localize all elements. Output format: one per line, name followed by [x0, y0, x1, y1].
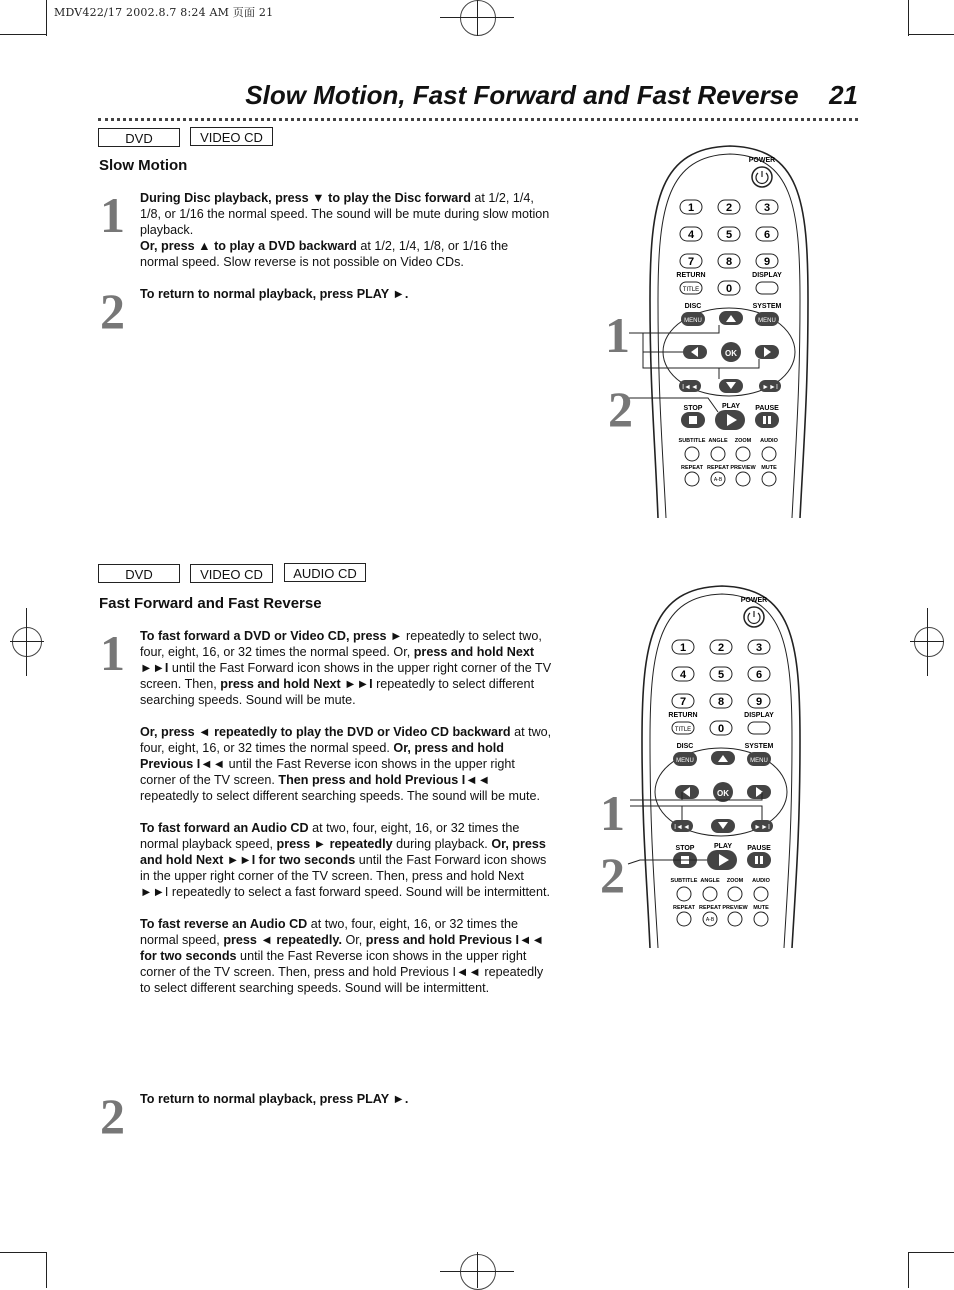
paragraph: Or, press ◄ repeatedly to play the DVD or Video CD backward at two, four, eight, 16, or 32 times the normal speed. Or, press and hold Previous I◄◄ until the Fast Reverse icon shows in the upper right corner of the TV screen. Then press and hold Previous I◄◄ repeatedly to select different searching speeds. The sound will be mute.	[140, 725, 552, 803]
svg-text:►►I: ►►I	[762, 384, 778, 391]
svg-text:OK: OK	[725, 349, 737, 358]
paragraph: To fast forward an Audio CD at two, four, eight, 16, or 32 times the normal playback speed, press ► repeatedly during playback. Or, press and hold Next ►►I for two seconds until the Fast Forward icon shows in the upper right corner of the TV screen. Then, press and hold Next ►►I repeatedly to select a fast forward speed. Sound will be intermittent.	[140, 821, 550, 899]
svg-text:PREVIEW: PREVIEW	[730, 465, 756, 471]
step-text: To return to normal playback, press PLAY ►.	[140, 287, 409, 301]
svg-text:2: 2	[717, 642, 725, 654]
badge-video-cd: VIDEO CD	[190, 127, 273, 146]
digit-9: 9	[763, 256, 771, 268]
step-number: 2	[100, 1088, 125, 1144]
svg-text:MENU: MENU	[684, 318, 702, 324]
svg-text:A-B: A-B	[705, 917, 715, 923]
svg-text:RETURN: RETURN	[676, 272, 706, 279]
svg-text:PAUSE: PAUSE	[747, 845, 771, 852]
svg-text:0: 0	[717, 723, 725, 735]
callout-1: 1	[605, 307, 630, 363]
svg-text:9: 9	[755, 696, 763, 708]
step-text: To return to normal playback, press PLAY ►.	[140, 1092, 409, 1106]
svg-text:6: 6	[755, 669, 763, 681]
svg-text:4: 4	[679, 669, 687, 681]
paragraph: To fast reverse an Audio CD at two, four, eight, 16, or 32 times the normal speed, press ◄ repeatedly. Or, press and hold Previous I◄◄ for two seconds until the Fast Reverse icon shows in the upper right corner of the TV screen. Then, press and hold Previous I◄◄ repeatedly to select different searching speeds. Sound will be intermittent.	[140, 917, 544, 995]
svg-text:SYSTEM: SYSTEM	[744, 743, 774, 750]
svg-text:SYSTEM: SYSTEM	[752, 303, 782, 310]
callout-2: 2	[600, 847, 625, 903]
badge-video-cd: VIDEO CD	[190, 564, 273, 583]
svg-text:MENU: MENU	[676, 758, 694, 764]
svg-text:DISC: DISC	[676, 743, 694, 750]
svg-text:PREVIEW: PREVIEW	[722, 905, 748, 911]
svg-text:TITLE: TITLE	[682, 287, 700, 293]
svg-text:PAUSE: PAUSE	[755, 405, 779, 412]
step-text	[140, 628, 552, 1012]
svg-text:5: 5	[717, 669, 725, 681]
svg-text:ANGLE: ANGLE	[700, 878, 720, 884]
svg-text:ANGLE: ANGLE	[708, 438, 728, 444]
digit-8: 8	[725, 256, 733, 268]
remote-control-illustration	[592, 580, 812, 950]
callout-1: 1	[600, 785, 625, 841]
digit-2: 2	[725, 202, 733, 214]
svg-text:MENU: MENU	[750, 758, 768, 764]
remote-control-illustration	[600, 140, 820, 520]
svg-text:I◄◄: I◄◄	[682, 384, 698, 391]
step-number: 2	[100, 283, 125, 339]
power-label: POWER	[748, 157, 776, 164]
svg-text:STOP: STOP	[683, 405, 703, 412]
svg-text:REPEAT: REPEAT	[699, 905, 721, 911]
section-heading-fast-forward: Fast Forward and Fast Reverse	[99, 595, 322, 612]
svg-text:►►I: ►►I	[754, 824, 770, 831]
svg-text:RETURN: RETURN	[668, 712, 698, 719]
svg-text:STOP: STOP	[675, 845, 695, 852]
svg-text:7: 7	[679, 696, 687, 708]
paragraph: To fast forward a DVD or Video CD, press ► repeatedly to select two, four, eight, 16, or 32 times the normal speed. Or, press and hold Next ►►I until the Fast Forward icon shows in the upper right corner of the TV screen. Then, press and hold Next ►►I repeatedly to select different searching speeds. Sound will be mute.	[140, 629, 552, 707]
digit-6: 6	[763, 229, 771, 241]
svg-text:TITLE: TITLE	[674, 727, 692, 733]
svg-text:REPEAT: REPEAT	[673, 905, 695, 911]
badge-audio-cd: AUDIO CD	[284, 563, 366, 582]
step-text: During Disc playback, press ▼ to play the Disc forward at 1/2, 1/4, 1/8, or 1/16 the normal speed. The sound will be mute during slow motion playback. Or, press ▲ to play a DVD backward at 1/2, 1/4, 1/8, or 1/16 the normal speed. Slow reverse is not possible on Video CDs.	[140, 191, 550, 269]
svg-text:SUBTITLE: SUBTITLE	[670, 878, 698, 884]
svg-text:POWER: POWER	[740, 597, 768, 604]
svg-text:3: 3	[755, 642, 763, 654]
svg-text:ZOOM: ZOOM	[726, 878, 744, 884]
svg-text:DISPLAY: DISPLAY	[752, 272, 782, 279]
svg-text:DISC: DISC	[684, 303, 702, 310]
svg-text:MENU: MENU	[758, 318, 776, 324]
page-number: 21	[829, 80, 858, 110]
svg-text:REPEAT: REPEAT	[707, 465, 729, 471]
title-divider	[98, 118, 858, 121]
digit-4: 4	[687, 229, 695, 241]
svg-text:AUDIO: AUDIO	[760, 438, 778, 444]
svg-text:OK: OK	[717, 789, 729, 798]
digit-0: 0	[725, 283, 733, 295]
svg-text:MUTE: MUTE	[761, 465, 777, 471]
badge-dvd: DVD	[98, 564, 180, 583]
svg-text:1: 1	[679, 642, 687, 654]
step-number: 1	[100, 625, 125, 681]
section-heading-slow-motion: Slow Motion	[99, 157, 188, 174]
digit-5: 5	[725, 229, 733, 241]
svg-text:AUDIO: AUDIO	[752, 878, 770, 884]
svg-text:ZOOM: ZOOM	[734, 438, 752, 444]
callout-2: 2	[608, 381, 633, 437]
svg-text:I◄◄: I◄◄	[674, 824, 690, 831]
svg-text:MUTE: MUTE	[753, 905, 769, 911]
svg-text:SUBTITLE: SUBTITLE	[678, 438, 706, 444]
page-title-text: Slow Motion, Fast Forward and Fast Reverse	[245, 80, 799, 110]
svg-text:PLAY: PLAY	[721, 403, 741, 410]
svg-text:A-B: A-B	[713, 477, 723, 483]
svg-text:DISPLAY: DISPLAY	[744, 712, 774, 719]
svg-text:REPEAT: REPEAT	[681, 465, 703, 471]
digit-1: 1	[687, 202, 695, 214]
svg-text:8: 8	[717, 696, 725, 708]
page-title	[200, 80, 858, 111]
step-number: 1	[100, 187, 125, 243]
digit-3: 3	[763, 202, 771, 214]
digit-7: 7	[687, 256, 695, 268]
print-header: MDV422/17 2002.8.7 8:24 AM 页面 21	[54, 6, 274, 19]
svg-text:PLAY: PLAY	[713, 843, 733, 850]
badge-dvd: DVD	[98, 128, 180, 147]
